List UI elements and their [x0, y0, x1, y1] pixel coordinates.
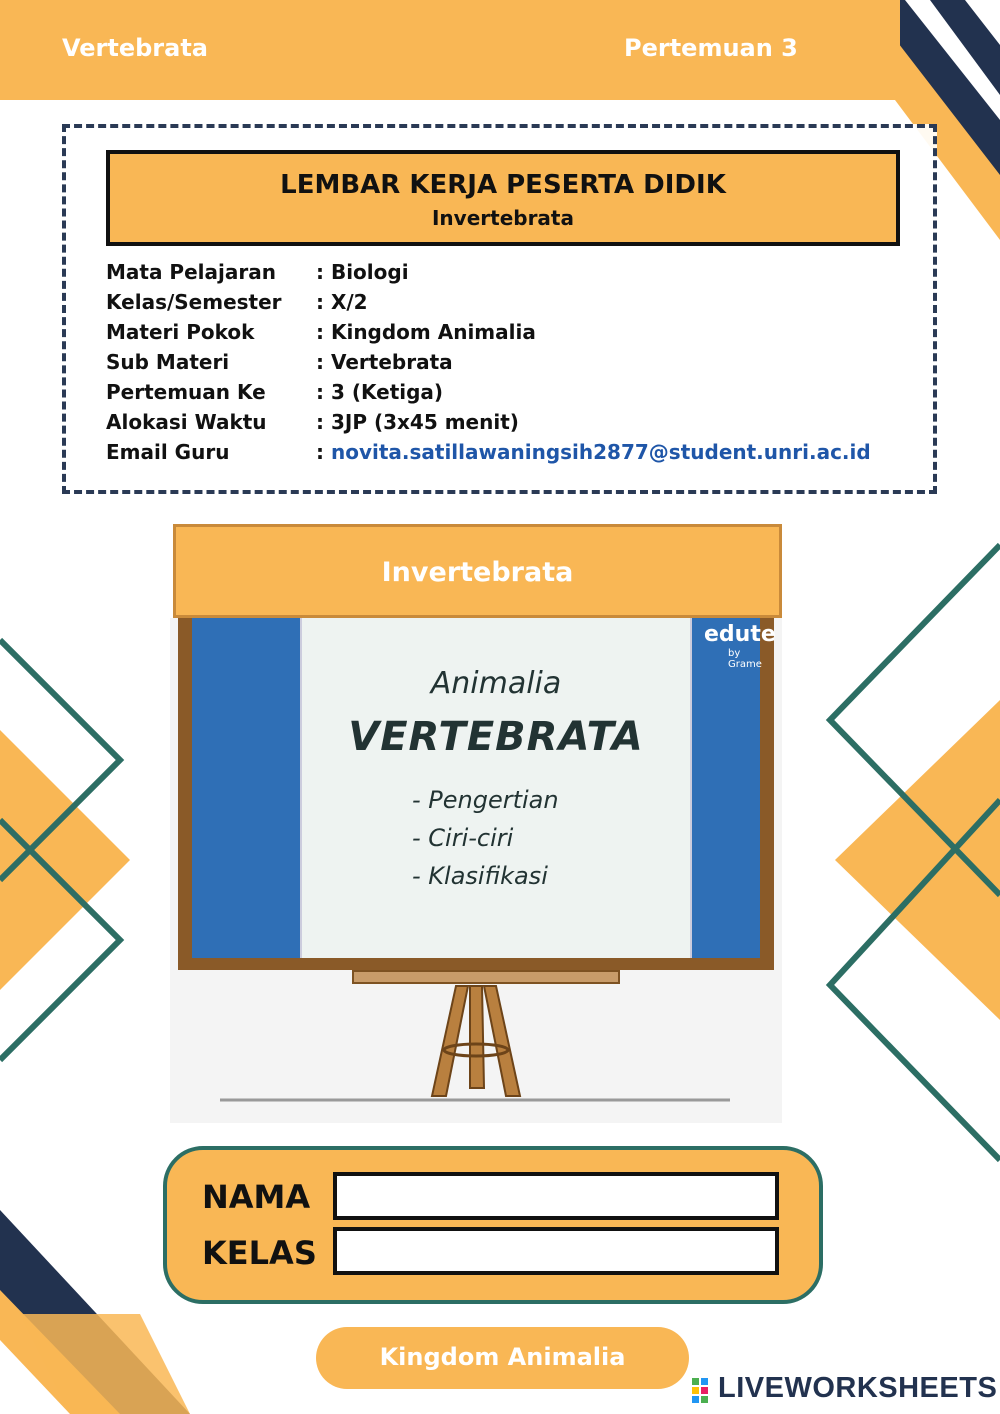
- worksheet-subtitle: Invertebrata: [431, 206, 574, 230]
- student-identity-box: [163, 1146, 823, 1304]
- footer-topic-text: Kingdom Animalia: [379, 1343, 626, 1371]
- board-bullet: - Ciri-ciri: [412, 824, 514, 852]
- teacher-email-link[interactable]: novita.satillawaningsih2877@student.unri.ac.id: [330, 440, 871, 464]
- board-surface: [192, 618, 776, 958]
- email-prefix: :: [316, 440, 331, 464]
- board-line-vertebrata: VERTEBRATA: [348, 714, 644, 760]
- info-label: Email Guru: [106, 440, 230, 464]
- board-frame: [178, 618, 774, 970]
- easel-illustration: [170, 618, 782, 1123]
- section-banner: [173, 524, 782, 618]
- info-label: Sub Materi: [106, 350, 230, 374]
- info-value: : 3JP (3x45 menit): [316, 410, 519, 434]
- board-bullet: - Pengertian: [412, 786, 559, 814]
- info-label: Alokasi Waktu: [106, 410, 267, 434]
- info-label: Materi Pokok: [106, 320, 255, 344]
- footer-topic-pill: [316, 1327, 689, 1389]
- name-label: NAMA: [202, 1178, 311, 1216]
- board-line-animalia: Animalia: [430, 666, 562, 701]
- info-label: Kelas/Semester: [106, 290, 282, 314]
- class-input[interactable]: [333, 1227, 779, 1275]
- info-value: : 3 (Ketiga): [316, 380, 444, 404]
- info-label: Mata Pelajaran: [106, 260, 276, 284]
- header-meeting: Pertemuan 3: [624, 34, 798, 62]
- header-topic: Vertebrata: [62, 34, 209, 62]
- liveworksheets-logo-icon: [692, 1378, 718, 1404]
- liveworksheets-watermark: LIVEWORKSHEETS: [718, 1372, 998, 1404]
- worksheet-title-box: [106, 150, 900, 246]
- name-input[interactable]: [333, 1172, 779, 1220]
- info-value: : Kingdom Animalia: [316, 320, 536, 344]
- class-label: KELAS: [202, 1234, 317, 1272]
- info-value: : Vertebrata: [316, 350, 453, 374]
- info-label: Pertemuan Ke: [106, 380, 266, 404]
- board-brand: edute: [704, 622, 776, 647]
- section-banner-text: Invertebrata: [381, 557, 574, 588]
- worksheet-title: LEMBAR KERJA PESERTA DIDIK: [280, 170, 726, 200]
- easel-legs-icon: [170, 978, 782, 1123]
- info-value: : Biologi: [316, 260, 409, 284]
- board-bullet: - Klasifikasi: [412, 862, 548, 890]
- info-value: : X/2: [316, 290, 368, 314]
- info-value: [316, 440, 871, 464]
- board-brand-sub: by Grame: [728, 648, 762, 670]
- board-paper: [300, 618, 692, 958]
